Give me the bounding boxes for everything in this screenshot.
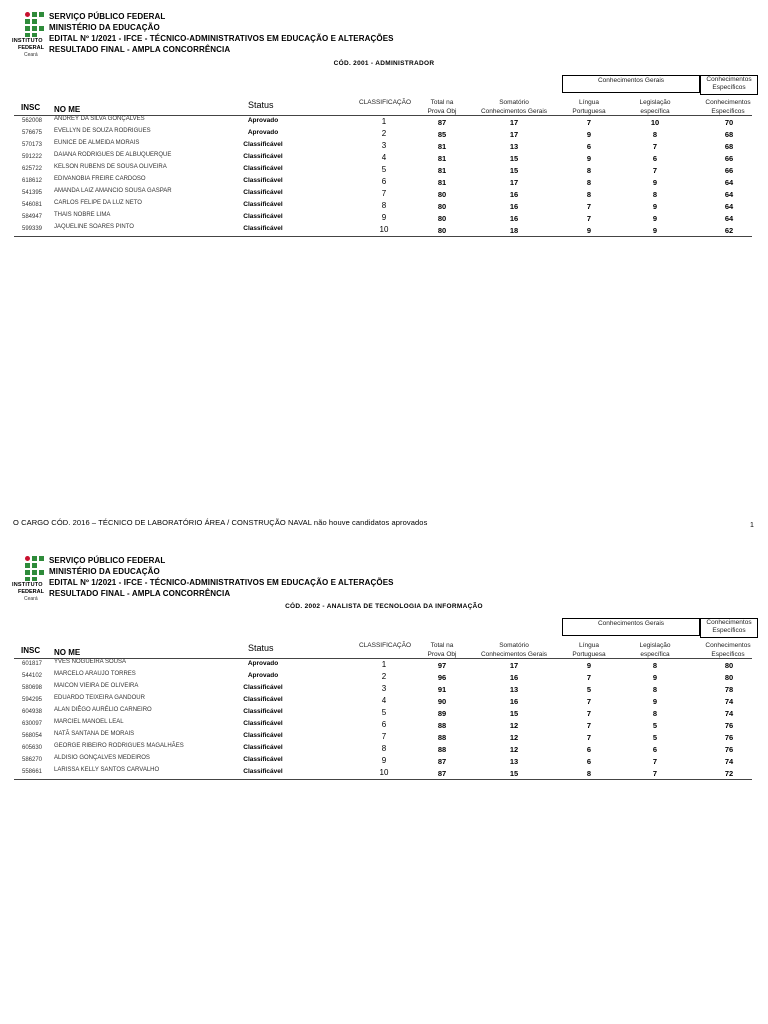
col-header-status: Status [248,643,274,653]
result-section-administrador [0,12,768,252]
cell-nome: ALAN DIÊGO AURÉLIO CARNEIRO [54,707,152,713]
group-header-gerais: Conhecimentos Gerais [562,618,700,636]
cell-status: Classificável [243,756,283,763]
header-line-4: RESULTADO FINAL - AMPLA CONCORRÊNCIA [49,45,231,54]
cell-legislacao: 7 [652,142,658,151]
cell-somatorio: 15 [509,166,519,175]
cell-especificos: 78 [724,685,734,694]
col-header-especificos: Conhecimentos Específicos [705,642,751,658]
logo-text-federal: FEDERAL [18,589,44,595]
cell-status: Classificável [243,720,283,727]
cell-classificacao: 1 [381,117,387,126]
cell-insc: 605630 [22,745,43,751]
logo-text-instituto: INSTITUTO [12,582,43,588]
cell-classificacao: 9 [381,756,387,765]
col-header-insc: INSC [21,646,41,655]
cell-classificacao: 6 [381,720,387,729]
cell-nome: AMANDA LAIZ AMANCIO SOUSA GASPAR [54,188,172,194]
cell-lingua: 9 [586,154,592,163]
cell-nome: THAIS NOBRE LIMA [54,212,111,218]
table-row [0,706,768,718]
table-row [0,730,768,742]
table-row [0,151,768,163]
cell-legislacao: 7 [652,769,658,778]
table-row [0,682,768,694]
col-header-classificacao: CLASSIFICAÇÃO [358,99,411,106]
cell-somatorio: 17 [509,118,519,127]
cell-nome: CARLOS FELIPE DA LUZ NETO [54,200,142,206]
logo-text-ceara: Ceará [24,52,38,58]
cell-nome: EDIVANOBIA FREIRE CARDOSO [54,176,146,182]
cell-classificacao: 10 [379,225,389,234]
cell-total: 87 [437,757,447,766]
col-header-lingua: Língua Portuguesa [572,99,606,115]
cell-status: Classificável [243,732,283,739]
cell-legislacao: 9 [652,697,658,706]
cell-classificacao: 2 [381,129,387,138]
cell-especificos: 68 [724,130,734,139]
cell-insc: 541395 [22,190,43,196]
cell-total: 81 [437,142,447,151]
ifce-logo-mark-icon [25,12,45,37]
cell-lingua: 7 [586,214,592,223]
table-row [0,754,768,766]
ifce-logo [14,556,48,600]
page-number: 1 [750,522,754,529]
cell-lingua: 7 [586,673,592,682]
col-header-classificacao: CLASSIFICAÇÃO [358,642,411,649]
table-row [0,718,768,730]
cell-especificos: 76 [724,721,734,730]
cell-legislacao: 7 [652,166,658,175]
cell-lingua: 6 [586,757,592,766]
cell-classificacao: 7 [381,732,387,741]
cell-classificacao: 1 [381,660,387,669]
cell-nome: EVELLYN DE SOUZA RODRIGUES [54,128,151,134]
cell-status: Classificável [243,153,283,160]
cell-especificos: 68 [724,142,734,151]
table-row [0,742,768,754]
cell-insc: 580698 [22,685,43,691]
col-header-insc: INSC [21,103,41,112]
col-header-somatorio: Somatório Conhecimentos Gerais [480,642,548,658]
section-title: CÓD. 2001 - ADMINISTRADOR [333,60,435,67]
col-header-nome: NO ME [54,105,81,114]
cell-especificos: 72 [724,769,734,778]
cell-status: Classificável [243,177,283,184]
cell-status: Classificável [243,189,283,196]
cell-legislacao: 8 [652,190,658,199]
cell-classificacao: 5 [381,708,387,717]
cell-nome: LARISSA KELLY SANTOS CARVALHO [54,767,160,773]
logo-text-instituto: INSTITUTO [12,38,43,44]
cell-status: Classificável [243,141,283,148]
table-row [0,199,768,211]
cell-classificacao: 3 [381,684,387,693]
cell-legislacao: 7 [652,757,658,766]
cell-legislacao: 9 [652,214,658,223]
cell-especificos: 66 [724,166,734,175]
section-title: CÓD. 2002 - ANALISTA DE TECNOLOGIA DA INFORMAÇÃO [285,603,483,610]
cell-total: 89 [437,709,447,718]
cell-somatorio: 17 [509,661,519,670]
ifce-logo-mark-icon [25,556,45,581]
col-header-lingua: Língua Portuguesa [572,642,606,658]
cell-lingua: 7 [586,202,592,211]
cell-legislacao: 8 [652,709,658,718]
cell-classificacao: 5 [381,165,387,174]
cell-total: 90 [437,697,447,706]
col-header-nome: NO ME [54,648,81,657]
cell-especificos: 64 [724,214,734,223]
cell-legislacao: 9 [652,226,658,235]
cell-lingua: 5 [586,685,592,694]
cell-nome: EUNICE DE ALMEIDA MORAIS [54,140,140,146]
cell-status: Classificável [243,696,283,703]
cell-status: Classificável [243,684,283,691]
cell-somatorio: 16 [509,697,519,706]
cell-total: 80 [437,214,447,223]
table-row [0,670,768,682]
cell-total: 88 [437,745,447,754]
cell-lingua: 6 [586,142,592,151]
cell-legislacao: 6 [652,154,658,163]
cell-nome: DAIANA RODRIGUES DE ALBUQUERQUE [54,152,172,158]
cell-total: 97 [437,661,447,670]
col-header-total: Total na Prova Obj [427,642,457,658]
table-row [0,163,768,175]
cell-somatorio: 12 [509,745,519,754]
header-line-4: RESULTADO FINAL - AMPLA CONCORRÊNCIA [49,589,231,598]
cell-insc: 584947 [22,214,43,220]
group-header-especificos: Conhecimentos Específicos [700,75,758,95]
cell-lingua: 8 [586,178,592,187]
cell-somatorio: 17 [509,178,519,187]
cell-lingua: 9 [586,130,592,139]
cell-nome: MAICON VIEIRA DE OLIVEIRA [54,683,139,689]
cell-lingua: 6 [586,745,592,754]
cell-insc: 544102 [22,673,43,679]
cell-lingua: 7 [586,697,592,706]
cell-total: 88 [437,721,447,730]
header-line-2: MINISTÉRIO DA EDUCAÇÃO [49,23,160,32]
cell-especificos: 66 [724,154,734,163]
cell-lingua: 7 [586,118,592,127]
logo-text-ceara: Ceará [24,596,38,602]
cell-insc: 558661 [22,769,43,775]
header-line-3: EDITAL Nº 1/2021 - IFCE - TÉCNICO-ADMINISTRATIVOS EM EDUCAÇÃO E ALTERAÇÕES [49,34,394,43]
cell-legislacao: 9 [652,673,658,682]
cell-legislacao: 10 [650,118,660,127]
cell-somatorio: 16 [509,673,519,682]
cell-total: 81 [437,178,447,187]
group-header-especificos: Conhecimentos Específicos [700,618,758,638]
col-header-total: Total na Prova Obj [427,99,457,115]
cell-lingua: 8 [586,166,592,175]
col-header-legislacao: Legislação específica [639,99,671,115]
cell-nome: MARCIEL MANOEL LEAL [54,719,124,725]
cell-legislacao: 9 [652,178,658,187]
table-bottom-divider [14,779,752,780]
cell-lingua: 7 [586,709,592,718]
cell-nome: ANDREY DA SILVA GONÇALVES [54,116,145,122]
header-line-1: SERVIÇO PÚBLICO FEDERAL [49,556,166,565]
cell-total: 81 [437,166,447,175]
table-row [0,139,768,151]
table-row [0,766,768,778]
cell-nome: KELSON RUBENS DE SOUSA OLIVEIRA [54,164,167,170]
table-row [0,187,768,199]
col-header-legislacao: Legislação específica [639,642,671,658]
cell-especificos: 64 [724,190,734,199]
cell-total: 80 [437,202,447,211]
cell-somatorio: 18 [509,226,519,235]
cell-lingua: 8 [586,769,592,778]
cell-especificos: 62 [724,226,734,235]
cell-nome: JAQUELINE SOARES PINTO [54,224,134,230]
cell-classificacao: 8 [381,201,387,210]
cell-somatorio: 13 [509,142,519,151]
header-line-2: MINISTÉRIO DA EDUCAÇÃO [49,567,160,576]
cell-status: Aprovado [247,129,279,136]
cell-classificacao: 4 [381,153,387,162]
cell-somatorio: 16 [509,202,519,211]
cell-classificacao: 8 [381,744,387,753]
cell-somatorio: 13 [509,757,519,766]
header-line-3: EDITAL Nº 1/2021 - IFCE - TÉCNICO-ADMINISTRATIVOS EM EDUCAÇÃO E ALTERAÇÕES [49,578,394,587]
cell-insc: 546081 [22,202,43,208]
cell-total: 88 [437,733,447,742]
cell-legislacao: 8 [652,661,658,670]
cell-somatorio: 15 [509,769,519,778]
cell-status: Classificável [243,165,283,172]
cell-total: 80 [437,190,447,199]
table-row [0,115,768,127]
ifce-logo [14,12,48,56]
cell-legislacao: 5 [652,721,658,730]
cell-insc: 576675 [22,130,43,136]
cell-nome: EDUARDO TEIXEIRA GANDOUR [54,695,145,701]
cell-legislacao: 8 [652,130,658,139]
cell-total: 87 [437,769,447,778]
cell-classificacao: 6 [381,177,387,186]
table-bottom-divider [14,236,752,237]
cell-somatorio: 17 [509,130,519,139]
col-header-especificos: Conhecimentos Específicos [705,99,751,115]
cell-insc: 586270 [22,757,43,763]
cell-especificos: 80 [724,661,734,670]
cell-insc: 599339 [22,226,43,232]
cell-somatorio: 16 [509,190,519,199]
cell-especificos: 64 [724,178,734,187]
table-row [0,127,768,139]
cell-nome: GEORGE RIBEIRO RODRIGUES MAGALHÃES [54,743,184,749]
cell-status: Classificável [243,213,283,220]
cell-legislacao: 8 [652,685,658,694]
table-row [0,175,768,187]
col-header-somatorio: Somatório Conhecimentos Gerais [480,99,548,115]
header-line-1: SERVIÇO PÚBLICO FEDERAL [49,12,166,21]
cell-total: 85 [437,130,447,139]
cell-lingua: 7 [586,733,592,742]
table-row [0,658,768,670]
cell-somatorio: 15 [509,709,519,718]
cell-somatorio: 16 [509,214,519,223]
cell-total: 80 [437,226,447,235]
footer-note: O CARGO CÓD. 2016 – TÉCNICO DE LABORATÓRIO ÁREA / CONSTRUÇÃO NAVAL não houve candidatos aprovados [13,518,428,527]
cell-status: Classificável [243,768,283,775]
cell-somatorio: 15 [509,154,519,163]
cell-legislacao: 6 [652,745,658,754]
cell-classificacao: 3 [381,141,387,150]
cell-status: Classificável [243,225,283,232]
cell-total: 96 [437,673,447,682]
result-section-analista-ti [0,556,768,796]
cell-lingua: 7 [586,721,592,730]
cell-classificacao: 2 [381,672,387,681]
cell-status: Classificável [243,201,283,208]
cell-insc: 568054 [22,733,43,739]
cell-lingua: 9 [586,226,592,235]
cell-somatorio: 13 [509,685,519,694]
table-row [0,694,768,706]
cell-legislacao: 9 [652,202,658,211]
cell-lingua: 9 [586,661,592,670]
cell-total: 91 [437,685,447,694]
cell-nome: YVES NOGUEIRA SOUSA [54,659,127,665]
cell-insc: 594295 [22,697,43,703]
logo-text-federal: FEDERAL [18,45,44,51]
cell-total: 87 [437,118,447,127]
cell-classificacao: 7 [381,189,387,198]
cell-insc: 618612 [22,178,43,184]
cell-especificos: 64 [724,202,734,211]
cell-status: Classificável [243,744,283,751]
cell-classificacao: 10 [379,768,389,777]
cell-nome: ALDISIO GONÇALVES MEDEIROS [54,755,150,761]
cell-insc: 630097 [22,721,43,727]
cell-somatorio: 12 [509,721,519,730]
cell-insc: 601817 [22,661,43,667]
cell-insc: 625722 [22,166,43,172]
cell-lingua: 8 [586,190,592,199]
cell-classificacao: 9 [381,213,387,222]
group-header-gerais: Conhecimentos Gerais [562,75,700,93]
cell-especificos: 74 [724,757,734,766]
table-row [0,211,768,223]
col-header-status: Status [248,100,274,110]
cell-especificos: 74 [724,709,734,718]
cell-status: Aprovado [247,660,279,667]
cell-especificos: 74 [724,697,734,706]
cell-status: Aprovado [247,672,279,679]
cell-somatorio: 12 [509,733,519,742]
cell-nome: NATÃ SANTANA DE MORAIS [54,731,135,737]
cell-total: 81 [437,154,447,163]
cell-status: Classificável [243,708,283,715]
cell-insc: 591222 [22,154,43,160]
cell-classificacao: 4 [381,696,387,705]
cell-especificos: 80 [724,673,734,682]
cell-insc: 562008 [22,118,43,124]
cell-especificos: 76 [724,745,734,754]
table-row [0,223,768,235]
cell-nome: MARCELO ARAUJO TORRES [54,671,136,677]
cell-especificos: 70 [724,118,734,127]
cell-insc: 570173 [22,142,43,148]
cell-especificos: 76 [724,733,734,742]
cell-legislacao: 5 [652,733,658,742]
cell-status: Aprovado [247,117,279,124]
cell-insc: 604938 [22,709,43,715]
